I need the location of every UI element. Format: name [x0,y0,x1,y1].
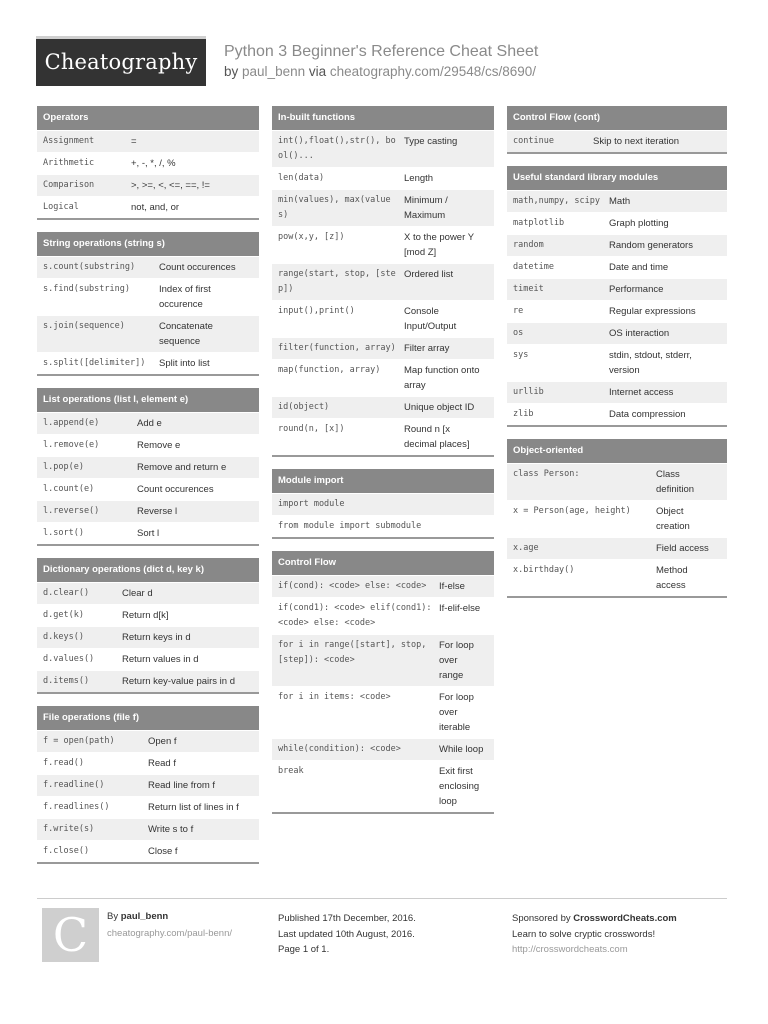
column-1 [37,106,259,876]
row-key: map(function, array) [278,365,381,375]
table-row [272,738,494,760]
row-value: Return list of lines in f [148,802,239,813]
row-value: Read line from f [148,780,216,791]
row-value: Round n [x decimal places] [404,424,470,450]
row-key: x.birthday() [513,565,575,575]
footer-author [107,911,168,922]
row-value: Class definition [656,469,695,495]
section-header: Module import [272,469,494,493]
table-row [37,670,259,692]
row-key: len(data) [278,173,325,183]
footer-sponsor [512,911,677,958]
table-row [272,189,494,226]
table-row [37,752,259,774]
table-row [37,174,259,196]
row-value: Return d[k] [122,610,169,621]
section-operators [37,106,259,220]
table-row [37,774,259,796]
row-value: Return values in d [122,654,199,665]
table-row [272,300,494,337]
section-header: List operations (list l, element e) [37,388,259,412]
row-value: Return keys in d [122,632,191,643]
sponsored-by-label: Sponsored by [512,913,571,924]
row-key: f.close() [43,846,90,856]
table-row [37,130,259,152]
sheet-url-link[interactable]: cheatography.com/29548/cs/8690/ [329,64,537,79]
table-row [507,256,727,278]
row-key: Logical [43,202,79,212]
author-avatar[interactable]: C [42,908,99,962]
row-key: d.items() [43,676,90,686]
row-value: Method access [656,565,688,591]
row-key: round(n, [x]) [278,424,345,434]
row-key: s.split([delimiter]) [43,358,146,368]
section-control-flow [272,551,494,814]
section-body [272,575,494,812]
row-value: >, >=, <, <=, ==, != [131,180,210,191]
row-key: if(cond1): <code> elif(cond1): <code> else: <code> [278,603,432,628]
row-value: Count occurences [159,262,236,273]
section-body [37,582,259,692]
row-key: Assignment [43,136,95,146]
row-key: os [513,328,524,338]
table-row [37,582,259,604]
row-key: l.append(e) [43,418,100,428]
table-row [507,212,727,234]
row-key: f.write(s) [43,824,95,834]
row-key: Comparison [43,180,95,190]
section-header: Useful standard library modules [507,166,727,190]
sponsor-tagline: Learn to solve cryptic crosswords! [512,928,656,940]
table-row [507,403,727,425]
row-value: Unique object ID [404,402,475,413]
page-number: Page 1 of 1. [278,944,330,955]
via-label: via [308,64,327,79]
section-body [272,130,494,455]
by-label: by [224,64,239,79]
table-row [272,634,494,686]
table-row [507,190,727,212]
table-row [37,196,259,218]
section-string-operations [37,232,259,376]
row-key: class Person: [513,469,580,479]
row-value: Date and time [609,262,669,273]
row-value: Minimum / Maximum [404,195,448,221]
row-key: re [513,306,524,316]
table-row [272,760,494,812]
row-key: urllib [513,387,544,397]
row-key: l.reverse() [43,506,100,516]
row-value: +, -, *, /, % [131,158,176,169]
row-value: Clear d [122,588,153,599]
table-row [272,597,494,634]
row-key: sys [513,350,529,360]
row-value: Reverse l [137,506,178,517]
row-key: l.sort() [43,528,84,538]
table-row [37,315,259,352]
table-row [37,256,259,278]
section-header: Operators [37,106,259,130]
section-header: Object-oriented [507,439,727,463]
row-value: Split into list [159,358,210,369]
table-row [37,434,259,456]
row-key: math,numpy, scipy [513,196,600,206]
row-key: pow(x,y, [z]) [278,232,345,242]
published-date: Published 17th December, 2016. [278,913,416,924]
section-header: In-built functions [272,106,494,130]
row-key: matplotlib [513,218,565,228]
row-key: range(start, stop, [step]) [278,269,396,294]
row-key: l.remove(e) [43,440,100,450]
row-value: Open f [148,736,177,747]
sponsor-name[interactable]: CrosswordCheats.com [573,913,677,924]
table-row [272,359,494,396]
row-value: For loop over iterable [439,692,474,733]
row-value: not, and, or [131,202,180,213]
row-key: filter(function, array) [278,343,396,353]
table-row [507,300,727,322]
table-row [37,604,259,626]
row-value: Sort l [137,528,160,539]
section-body [507,190,727,425]
section-header: File operations (file f) [37,706,259,730]
table-row [272,337,494,359]
table-row [37,626,259,648]
row-key: random [513,240,544,250]
section-header: Control Flow [272,551,494,575]
row-key: input(),print() [278,306,355,316]
row-key: int(),float(),str(), bool()... [278,136,396,161]
table-row [507,537,727,559]
table-row [37,522,259,544]
table-row [272,686,494,738]
row-key: zlib [513,409,534,419]
row-key: d.values() [43,654,95,664]
table-row [37,152,259,174]
row-value: Skip to next iteration [593,136,680,147]
row-value: While loop [439,744,484,755]
page-title: Python 3 Beginner's Reference Cheat Sheet [224,43,539,60]
section-standard-library [507,166,727,427]
row-value: Add e [137,418,162,429]
row-key: import module [278,499,345,509]
row-value: Regular expressions [609,306,696,317]
footer-by-label: By [107,911,119,922]
section-body [507,130,727,152]
row-key: f.read() [43,758,84,768]
row-value: Write s to f [148,824,194,835]
row-value: Return key-value pairs in d [122,676,235,687]
section-object-oriented [507,439,727,598]
table-row [507,463,727,500]
row-value: Object creation [656,506,690,532]
section-body [37,730,259,862]
row-key: from module import submodule [278,521,422,531]
row-key: l.count(e) [43,484,95,494]
row-key: min(values), max(values) [278,195,391,220]
row-value: Length [404,173,434,184]
section-list-operations [37,388,259,546]
row-value: Map function onto array [404,365,480,391]
row-key: d.get(k) [43,610,84,620]
row-value: Exit first enclosing loop [439,766,480,807]
row-value: For loop over range [439,640,474,681]
row-value: Performance [609,284,664,295]
row-value: Concatenate sequence [159,321,213,347]
row-key: Arithmetic [43,158,95,168]
row-key: s.find(substring) [43,284,130,294]
row-value: Graph plotting [609,218,669,229]
footer-divider [37,898,727,899]
row-value: Type casting [404,136,458,147]
row-value: Console Input/Output [404,306,457,332]
row-key: d.keys() [43,632,84,642]
row-key: f.readline() [43,780,105,790]
row-key: id(object) [278,402,330,412]
table-row [507,500,727,537]
section-header: Dictionary operations (dict d, key k) [37,558,259,582]
table-row [37,818,259,840]
table-row [507,234,727,256]
column-3 [507,106,727,610]
row-value: Internet access [609,387,674,398]
table-row [507,278,727,300]
column-2 [272,106,494,826]
row-key: f.readlines() [43,802,110,812]
table-row [507,322,727,344]
row-key: datetime [513,262,554,272]
cheatography-logo[interactable]: Cheatography [36,36,206,86]
table-row [37,796,259,818]
row-key: for i in range([start], stop, [step]): <code> [278,640,427,665]
section-file-operations [37,706,259,864]
table-row [37,840,259,862]
row-value: = [131,136,137,147]
table-row [272,418,494,455]
table-row [507,344,727,381]
section-body [272,493,494,537]
section-module-import [272,469,494,539]
row-value: Close f [148,846,178,857]
row-key: f = open(path) [43,736,115,746]
row-key: for i in items: <code> [278,692,391,702]
row-value: X to the power Y [mod Z] [404,232,474,258]
table-row [37,412,259,434]
row-value: Index of first occurence [159,284,211,310]
section-header: Control Flow (cont) [507,106,727,130]
row-key: if(cond): <code> else: <code> [278,581,427,591]
section-body [37,256,259,374]
row-value: Data compression [609,409,686,420]
table-row [37,730,259,752]
section-body [507,463,727,596]
section-header: String operations (string s) [37,232,259,256]
row-key: break [278,766,304,776]
table-row [37,278,259,315]
row-key: s.join(sequence) [43,321,125,331]
row-value: Count occurences [137,484,214,495]
row-key: l.pop(e) [43,462,84,472]
section-body [37,130,259,218]
row-value: stdin, stdout, stderr, version [609,350,692,376]
row-value: Math [609,196,631,207]
table-row [507,559,727,596]
row-key: timeit [513,284,544,294]
row-key: s.count(substring) [43,262,136,272]
row-key: x.age [513,543,539,553]
row-value: Read f [148,758,176,769]
table-row [37,456,259,478]
section-control-flow-cont [507,106,727,154]
section-body [37,412,259,544]
table-row [507,381,727,403]
table-row [272,396,494,418]
table-row [272,167,494,189]
section-inbuilt-functions [272,106,494,457]
table-row [272,226,494,263]
footer-author-name[interactable]: paul_benn [120,911,169,922]
section-dictionary-operations [37,558,259,694]
row-key: x = Person(age, height) [513,506,631,516]
sponsor-url[interactable]: http://crosswordcheats.com [512,944,628,955]
footer-author-url[interactable]: cheatography.com/paul-benn/ [107,928,232,939]
row-key: d.clear() [43,588,90,598]
updated-date: Last updated 10th August, 2016. [278,928,415,940]
table-row [507,130,727,152]
table-row [37,500,259,522]
table-row [272,515,494,537]
row-value: Field access [656,543,709,554]
row-value: Ordered list [404,269,454,280]
row-key: continue [513,136,554,146]
table-row [37,648,259,670]
table-row [37,478,259,500]
table-row [272,493,494,515]
row-value: OS interaction [609,328,670,339]
row-value: If-else [439,581,465,592]
row-value: Remove and return e [137,462,227,473]
table-row [272,263,494,300]
row-value: Filter array [404,343,450,354]
table-row [37,352,259,374]
row-key: while(condition): <code> [278,744,401,754]
row-value: If-elif-else [439,603,481,614]
author-link[interactable]: paul_benn [242,64,306,79]
table-row [272,130,494,167]
table-row [272,575,494,597]
row-value: Random generators [609,240,693,251]
row-value: Remove e [137,440,181,451]
page-subtitle [224,64,536,79]
footer-publication-info [278,911,416,958]
